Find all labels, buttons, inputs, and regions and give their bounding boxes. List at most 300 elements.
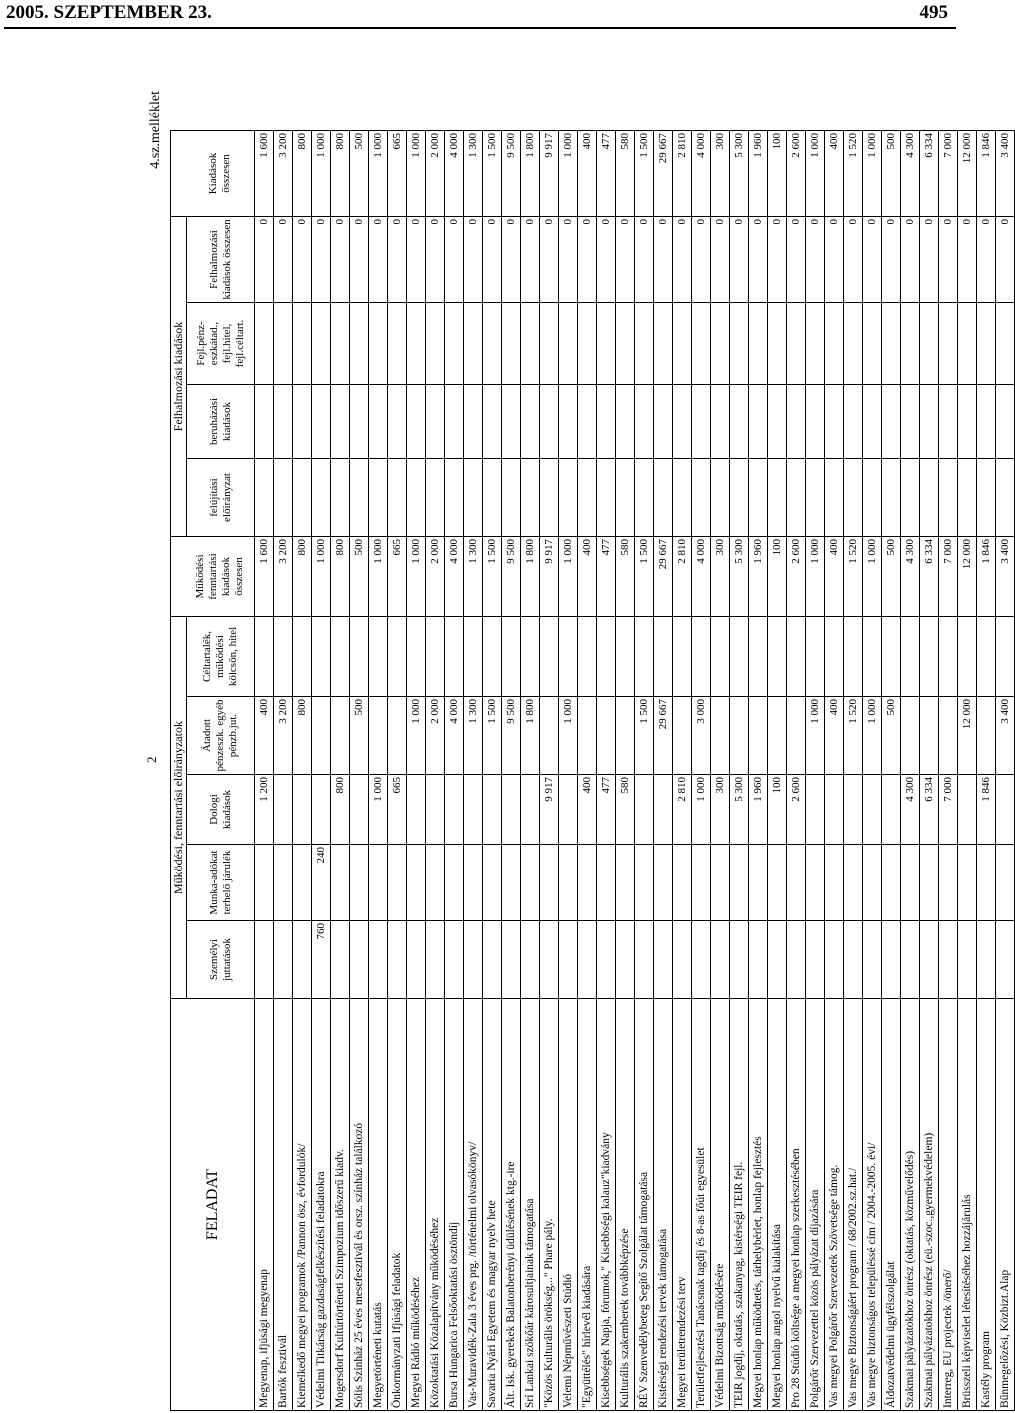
value-cell: 6 334 bbox=[920, 537, 939, 617]
value-cell bbox=[939, 845, 958, 921]
value-cell: 800 bbox=[331, 537, 350, 617]
table-row bbox=[483, 131, 502, 1411]
value-cell bbox=[578, 697, 597, 775]
value-cell bbox=[502, 385, 521, 459]
value-cell bbox=[540, 459, 559, 537]
value-cell bbox=[768, 845, 787, 921]
value-cell: 400 bbox=[578, 775, 597, 845]
value-cell bbox=[768, 385, 787, 459]
value-cell bbox=[901, 459, 920, 537]
value-cell: 4 300 bbox=[901, 131, 920, 217]
value-cell bbox=[331, 385, 350, 459]
table-row bbox=[388, 131, 407, 1411]
table-row bbox=[958, 131, 977, 1411]
value-cell bbox=[901, 385, 920, 459]
value-cell bbox=[958, 617, 977, 697]
value-cell bbox=[597, 845, 616, 921]
value-cell bbox=[426, 921, 445, 999]
value-cell bbox=[901, 617, 920, 697]
value-cell: 1 000 bbox=[407, 697, 426, 775]
value-cell bbox=[806, 385, 825, 459]
value-cell bbox=[559, 303, 578, 385]
value-cell bbox=[483, 617, 502, 697]
value-cell bbox=[445, 385, 464, 459]
task-name-cell: Önkormányzati Ifjúsági feladatok bbox=[388, 999, 407, 1411]
value-cell bbox=[521, 303, 540, 385]
value-cell bbox=[673, 845, 692, 921]
value-cell bbox=[939, 921, 958, 999]
value-cell bbox=[768, 303, 787, 385]
col-task-header: FELADAT bbox=[171, 999, 255, 1411]
annex-label: 4.sz.melléklet bbox=[148, 91, 163, 169]
value-cell bbox=[597, 697, 616, 775]
value-cell bbox=[445, 303, 464, 385]
value-cell: 400 bbox=[825, 537, 844, 617]
value-cell bbox=[882, 385, 901, 459]
table-row bbox=[616, 131, 635, 1411]
value-cell bbox=[673, 459, 692, 537]
value-cell: 1 520 bbox=[844, 131, 863, 217]
value-cell bbox=[274, 775, 293, 845]
task-name-cell: Vas megye biztonságos településsé cím / 2004.-2005. évi/ bbox=[863, 999, 882, 1411]
value-cell: 0 bbox=[426, 217, 445, 303]
value-cell bbox=[882, 459, 901, 537]
value-cell bbox=[939, 697, 958, 775]
value-cell bbox=[749, 303, 768, 385]
value-cell bbox=[274, 921, 293, 999]
value-cell bbox=[578, 921, 597, 999]
task-name-cell: Brüsszeli képviselet létesítéséhez hozzájárulás bbox=[958, 999, 977, 1411]
value-cell bbox=[616, 845, 635, 921]
value-cell: 0 bbox=[350, 217, 369, 303]
value-cell bbox=[939, 385, 958, 459]
value-cell: 29 667 bbox=[654, 697, 673, 775]
table-row bbox=[464, 131, 483, 1411]
table-row bbox=[597, 131, 616, 1411]
value-cell bbox=[996, 775, 1015, 845]
column-header: Fejl.pénz-eszkátad., fejl.hitel, fejl.céltart. bbox=[187, 303, 255, 385]
value-cell bbox=[711, 697, 730, 775]
column-header: Személyi juttatások bbox=[187, 921, 255, 999]
value-cell bbox=[920, 459, 939, 537]
value-cell: 0 bbox=[578, 217, 597, 303]
value-cell: 4 000 bbox=[692, 537, 711, 617]
value-cell bbox=[597, 385, 616, 459]
value-cell bbox=[293, 775, 312, 845]
value-cell bbox=[806, 775, 825, 845]
value-cell bbox=[901, 303, 920, 385]
value-cell: 0 bbox=[559, 217, 578, 303]
table-row bbox=[901, 131, 920, 1411]
value-cell: 1 000 bbox=[312, 131, 331, 217]
value-cell: 800 bbox=[293, 131, 312, 217]
task-name-cell: Szakmai pályázatokhoz önrész (oktatás, közművelődés) bbox=[901, 999, 920, 1411]
value-cell bbox=[863, 775, 882, 845]
value-cell bbox=[483, 303, 502, 385]
value-cell: 9 500 bbox=[502, 697, 521, 775]
value-cell: 2 810 bbox=[673, 131, 692, 217]
task-name-cell: Szakmai pályázatokhoz önrész (eü.-szoc.,gyermekvédelem) bbox=[920, 999, 939, 1411]
value-cell bbox=[312, 775, 331, 845]
value-cell: 665 bbox=[388, 131, 407, 217]
value-cell bbox=[825, 845, 844, 921]
value-cell bbox=[407, 845, 426, 921]
value-cell: 0 bbox=[920, 217, 939, 303]
value-cell: 0 bbox=[749, 217, 768, 303]
task-name-cell: Vas megyei Polgárőr Szervezetek Szövetsége támog. bbox=[825, 999, 844, 1411]
value-cell: 665 bbox=[388, 537, 407, 617]
value-cell: 580 bbox=[616, 131, 635, 217]
value-cell: 1 200 bbox=[255, 775, 274, 845]
value-cell: 1 960 bbox=[749, 775, 768, 845]
value-cell: 1 800 bbox=[521, 537, 540, 617]
value-cell bbox=[958, 921, 977, 999]
value-cell: 12 000 bbox=[958, 537, 977, 617]
value-cell bbox=[882, 921, 901, 999]
task-name-cell: Savaria Nyári Egyetem és magyar nyelv hete bbox=[483, 999, 502, 1411]
value-cell bbox=[578, 845, 597, 921]
value-cell bbox=[863, 845, 882, 921]
table-row bbox=[749, 131, 768, 1411]
value-cell: 580 bbox=[616, 775, 635, 845]
value-cell bbox=[350, 845, 369, 921]
value-cell bbox=[711, 617, 730, 697]
value-cell: 1 000 bbox=[863, 697, 882, 775]
column-header: Kiadások összesen bbox=[187, 131, 255, 217]
value-cell: 3 400 bbox=[996, 697, 1015, 775]
value-cell: 240 bbox=[312, 845, 331, 921]
value-cell bbox=[749, 617, 768, 697]
value-cell bbox=[616, 921, 635, 999]
value-cell bbox=[844, 845, 863, 921]
task-name-cell: Kistérségi rendezési tervek támogatása bbox=[654, 999, 673, 1411]
value-cell: 6 334 bbox=[920, 775, 939, 845]
column-header: beruházási kiadások bbox=[187, 385, 255, 459]
value-cell bbox=[331, 845, 350, 921]
value-cell bbox=[445, 845, 464, 921]
value-cell bbox=[521, 845, 540, 921]
value-cell bbox=[920, 303, 939, 385]
value-cell bbox=[312, 697, 331, 775]
value-cell bbox=[255, 459, 274, 537]
value-cell bbox=[502, 845, 521, 921]
inner-page-number: 2 bbox=[144, 756, 159, 763]
value-cell bbox=[388, 303, 407, 385]
value-cell: 1 300 bbox=[464, 131, 483, 217]
value-cell bbox=[502, 921, 521, 999]
value-cell bbox=[483, 385, 502, 459]
value-cell bbox=[730, 459, 749, 537]
value-cell bbox=[274, 459, 293, 537]
value-cell bbox=[255, 921, 274, 999]
value-cell bbox=[331, 921, 350, 999]
value-cell bbox=[540, 921, 559, 999]
value-cell: 0 bbox=[692, 217, 711, 303]
table-row bbox=[426, 131, 445, 1411]
value-cell: 100 bbox=[768, 131, 787, 217]
value-cell: 2 000 bbox=[426, 537, 445, 617]
value-cell bbox=[616, 697, 635, 775]
value-cell: 5 300 bbox=[730, 131, 749, 217]
value-cell bbox=[540, 697, 559, 775]
table-row bbox=[635, 131, 654, 1411]
value-cell bbox=[255, 617, 274, 697]
value-cell: 0 bbox=[331, 217, 350, 303]
value-cell bbox=[692, 459, 711, 537]
header-page-number: 495 bbox=[919, 2, 948, 23]
column-header: Céltartalék, működési kölcsön, hitel bbox=[187, 617, 255, 697]
column-header: felújítási előirányzat bbox=[187, 459, 255, 537]
value-cell bbox=[331, 617, 350, 697]
value-cell bbox=[559, 459, 578, 537]
value-cell bbox=[578, 459, 597, 537]
value-cell: 1 000 bbox=[863, 131, 882, 217]
value-cell bbox=[255, 303, 274, 385]
value-cell bbox=[939, 459, 958, 537]
value-cell bbox=[445, 617, 464, 697]
value-cell bbox=[654, 303, 673, 385]
value-cell bbox=[958, 303, 977, 385]
value-cell bbox=[388, 617, 407, 697]
value-cell: 400 bbox=[255, 697, 274, 775]
group-operating-header: Működési, fenntartási előirányzatok bbox=[171, 617, 187, 999]
value-cell bbox=[996, 459, 1015, 537]
value-cell bbox=[692, 617, 711, 697]
value-cell: 0 bbox=[274, 217, 293, 303]
value-cell: 3 200 bbox=[274, 131, 293, 217]
value-cell bbox=[958, 385, 977, 459]
value-cell: 665 bbox=[388, 775, 407, 845]
value-cell: 1 000 bbox=[806, 697, 825, 775]
table-row bbox=[559, 131, 578, 1411]
value-cell: 9 917 bbox=[540, 131, 559, 217]
value-cell bbox=[502, 775, 521, 845]
task-name-cell: Mogersdorf Kultúrtörténeti Szimpozium időszerű kiadv. bbox=[331, 999, 350, 1411]
value-cell bbox=[977, 459, 996, 537]
value-cell: 3 400 bbox=[996, 537, 1015, 617]
value-cell bbox=[787, 303, 806, 385]
value-cell: 7 000 bbox=[939, 537, 958, 617]
task-name-cell: Megyetörténeti kutatás bbox=[369, 999, 388, 1411]
value-cell bbox=[806, 845, 825, 921]
value-cell: 1 960 bbox=[749, 131, 768, 217]
table-row bbox=[274, 131, 293, 1411]
value-cell bbox=[635, 845, 654, 921]
value-cell bbox=[407, 459, 426, 537]
value-cell bbox=[312, 385, 331, 459]
value-cell bbox=[274, 385, 293, 459]
value-cell bbox=[502, 303, 521, 385]
value-cell: 1 000 bbox=[369, 537, 388, 617]
value-cell bbox=[673, 697, 692, 775]
value-cell bbox=[654, 921, 673, 999]
value-cell: 800 bbox=[331, 131, 350, 217]
value-cell bbox=[483, 921, 502, 999]
value-cell bbox=[350, 459, 369, 537]
value-cell: 4 000 bbox=[445, 537, 464, 617]
value-cell bbox=[388, 697, 407, 775]
value-cell: 1 000 bbox=[559, 131, 578, 217]
value-cell bbox=[521, 921, 540, 999]
value-cell: 400 bbox=[578, 131, 597, 217]
value-cell: 1 846 bbox=[977, 131, 996, 217]
value-cell bbox=[464, 385, 483, 459]
value-cell bbox=[863, 921, 882, 999]
table-row bbox=[673, 131, 692, 1411]
table-row bbox=[768, 131, 787, 1411]
value-cell: 400 bbox=[578, 537, 597, 617]
value-cell bbox=[863, 459, 882, 537]
value-cell bbox=[483, 775, 502, 845]
value-cell bbox=[540, 303, 559, 385]
table-row bbox=[939, 131, 958, 1411]
value-cell: 477 bbox=[597, 131, 616, 217]
value-cell bbox=[977, 845, 996, 921]
value-cell bbox=[559, 617, 578, 697]
value-cell: 0 bbox=[597, 217, 616, 303]
value-cell bbox=[293, 617, 312, 697]
value-cell: 1 000 bbox=[806, 131, 825, 217]
table-row bbox=[730, 131, 749, 1411]
value-cell: 1 500 bbox=[483, 537, 502, 617]
value-cell: 0 bbox=[521, 217, 540, 303]
value-cell: 2 600 bbox=[787, 537, 806, 617]
value-cell: 4 000 bbox=[445, 697, 464, 775]
value-cell: 1 000 bbox=[692, 775, 711, 845]
value-cell bbox=[312, 303, 331, 385]
value-cell: 1 846 bbox=[977, 775, 996, 845]
table-row bbox=[844, 131, 863, 1411]
value-cell bbox=[426, 459, 445, 537]
value-cell: 400 bbox=[825, 131, 844, 217]
value-cell: 2 810 bbox=[673, 537, 692, 617]
value-cell bbox=[996, 921, 1015, 999]
value-cell bbox=[844, 921, 863, 999]
value-cell bbox=[597, 921, 616, 999]
value-cell bbox=[958, 775, 977, 845]
value-cell: 0 bbox=[635, 217, 654, 303]
value-cell bbox=[673, 617, 692, 697]
table-row bbox=[521, 131, 540, 1411]
value-cell: 0 bbox=[996, 217, 1015, 303]
value-cell bbox=[521, 385, 540, 459]
value-cell bbox=[730, 921, 749, 999]
group-development-header: Felhalmozási kiadások bbox=[171, 217, 187, 537]
value-cell bbox=[369, 697, 388, 775]
value-cell bbox=[654, 845, 673, 921]
value-cell bbox=[806, 303, 825, 385]
value-cell: 3 400 bbox=[996, 131, 1015, 217]
task-name-cell: Megyei Rádió működéséhez bbox=[407, 999, 426, 1411]
value-cell bbox=[274, 303, 293, 385]
value-cell: 477 bbox=[597, 537, 616, 617]
value-cell bbox=[730, 303, 749, 385]
value-cell: 0 bbox=[369, 217, 388, 303]
value-cell bbox=[863, 303, 882, 385]
value-cell: 800 bbox=[331, 775, 350, 845]
value-cell bbox=[692, 303, 711, 385]
value-cell bbox=[597, 459, 616, 537]
value-cell: 1 800 bbox=[521, 697, 540, 775]
value-cell bbox=[749, 697, 768, 775]
value-cell: 4 300 bbox=[901, 775, 920, 845]
value-cell: 1 000 bbox=[407, 537, 426, 617]
value-cell bbox=[540, 617, 559, 697]
value-cell bbox=[863, 385, 882, 459]
value-cell bbox=[882, 845, 901, 921]
value-cell bbox=[407, 775, 426, 845]
value-cell bbox=[787, 845, 806, 921]
value-cell bbox=[730, 385, 749, 459]
value-cell bbox=[996, 303, 1015, 385]
value-cell: 1 000 bbox=[369, 775, 388, 845]
value-cell bbox=[901, 921, 920, 999]
value-cell bbox=[920, 845, 939, 921]
column-header: Dologi kiadások bbox=[187, 775, 255, 845]
value-cell: 3 200 bbox=[274, 697, 293, 775]
value-cell: 0 bbox=[825, 217, 844, 303]
value-cell bbox=[635, 921, 654, 999]
value-cell bbox=[825, 459, 844, 537]
value-cell bbox=[293, 303, 312, 385]
value-cell bbox=[407, 921, 426, 999]
value-cell: 0 bbox=[483, 217, 502, 303]
value-cell: 1 960 bbox=[749, 537, 768, 617]
value-cell bbox=[521, 617, 540, 697]
value-cell bbox=[255, 845, 274, 921]
value-cell: 1 500 bbox=[635, 131, 654, 217]
table-row bbox=[540, 131, 559, 1411]
value-cell: 0 bbox=[388, 217, 407, 303]
value-cell: 1 600 bbox=[255, 537, 274, 617]
value-cell: 0 bbox=[844, 217, 863, 303]
value-cell bbox=[464, 303, 483, 385]
task-name-cell: Srí Lankai szökőár károsultjainak támogatása bbox=[521, 999, 540, 1411]
task-name-cell: Védelmi Titkárság gazdaságfelkészítési feladatokra bbox=[312, 999, 331, 1411]
table-body bbox=[255, 131, 1015, 1411]
value-cell bbox=[388, 459, 407, 537]
value-cell: 3 200 bbox=[274, 537, 293, 617]
value-cell bbox=[654, 385, 673, 459]
value-cell bbox=[692, 921, 711, 999]
value-cell: 12 000 bbox=[958, 697, 977, 775]
value-cell bbox=[768, 459, 787, 537]
value-cell bbox=[559, 921, 578, 999]
value-cell bbox=[426, 385, 445, 459]
value-cell: 0 bbox=[673, 217, 692, 303]
value-cell: 2 000 bbox=[426, 697, 445, 775]
value-cell: 1 800 bbox=[521, 131, 540, 217]
value-cell bbox=[958, 459, 977, 537]
task-name-cell: Vas megye Biztonságáért program / 68/2002.sz.hat./ bbox=[844, 999, 863, 1411]
budget-table bbox=[170, 130, 1015, 1411]
value-cell bbox=[863, 617, 882, 697]
header-spacer bbox=[171, 131, 187, 217]
value-cell bbox=[996, 845, 1015, 921]
value-cell bbox=[388, 385, 407, 459]
table-row bbox=[882, 131, 901, 1411]
value-cell bbox=[806, 459, 825, 537]
value-cell: 7 000 bbox=[939, 131, 958, 217]
value-cell bbox=[977, 697, 996, 775]
value-cell bbox=[901, 697, 920, 775]
value-cell bbox=[787, 697, 806, 775]
value-cell: 0 bbox=[502, 217, 521, 303]
value-cell bbox=[692, 385, 711, 459]
value-cell bbox=[369, 385, 388, 459]
value-cell: 1 500 bbox=[483, 131, 502, 217]
value-cell bbox=[806, 921, 825, 999]
